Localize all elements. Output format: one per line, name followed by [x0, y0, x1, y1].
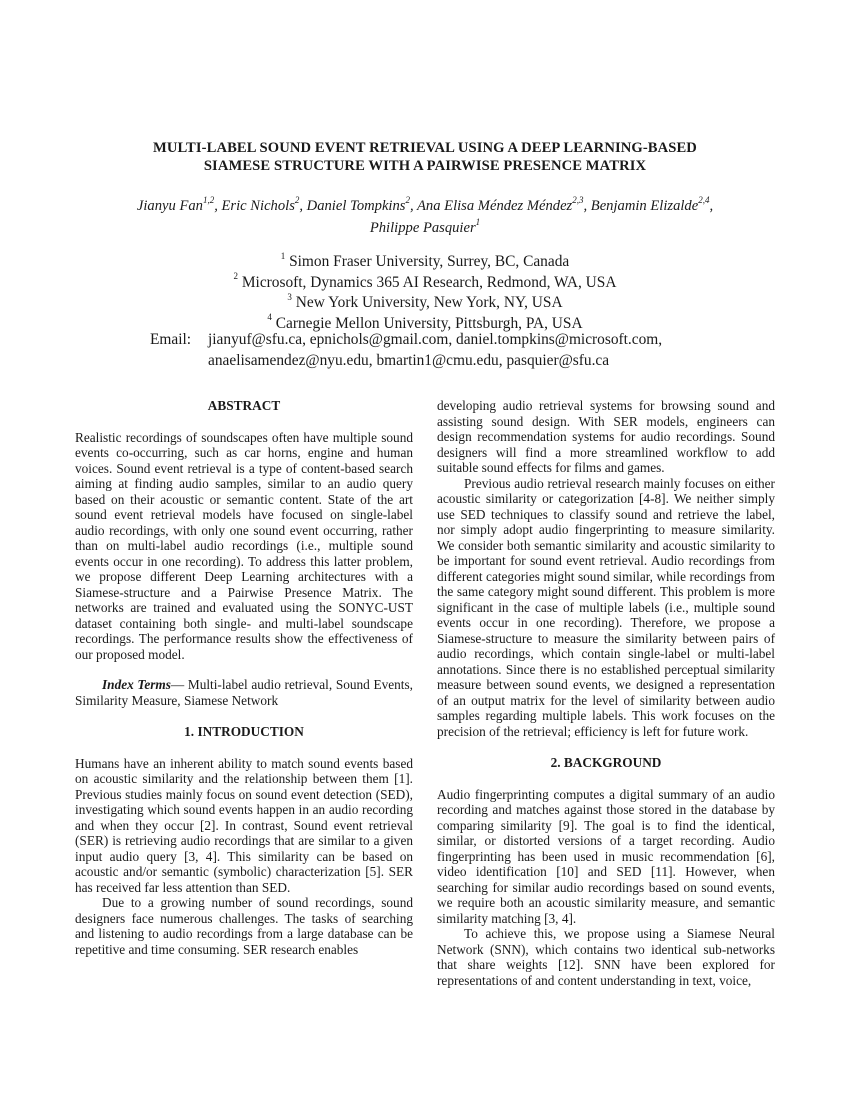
introduction-heading: 1. INTRODUCTION: [184, 724, 304, 739]
author-name: , Benjamin Elizalde: [583, 198, 699, 214]
email-addresses: anaelisamendez@nyu.edu, bmartin1@cmu.edu, pasquier@sfu.ca: [208, 351, 610, 369]
author-affil-mark: 2,4: [698, 195, 710, 206]
affiliation-mark: 4: [267, 312, 272, 323]
right-paragraph-2: Previous audio retrieval research mainly focuses on either acoustic similarity or categorization [4-8]. We neither simply use SED techniques to classify sound and retrieve the label, nor simply adopt audio fingerprinting to measure similarity. We consider both semantic similarity and acoustic similarity to be important for sound event retrieval. Audio recordings from different categories might sound similar, while recordings from the same category might sound different. This problem is more significant in the case of multiple labels (i.e., multiple sound events occur in one recording). Therefore, we propose a Siamese-structure to measure the similarity between pairs of audio recordings, which contain single-label or multi-label annotations. Since there is no established perceptual similarity measure between sound events, we designed a representation of an output matrix for the level of similarity between audio samples regarding multiple labels. This work focuses on the precision of the retrieval; efficiency is left for future work.: [437, 475, 775, 739]
email-row-1: [150, 330, 810, 351]
email-row-2: [150, 351, 810, 372]
title-line-2: SIAMESE STRUCTURE WITH A PAIRWISE PRESENCE MATRIX: [203, 158, 647, 174]
affiliation-text: Simon Fraser University, Surrey, BC, Canada: [285, 253, 570, 270]
affiliation-line: [40, 252, 810, 273]
background-paragraph-2: To achieve this, we propose using a Siamese Neural Network (SNN), which contains two identical sub-networks that share weights [12]. SNN have been explored for representations of and content understanding in text, voice,: [437, 926, 775, 988]
email-label: Email:: [150, 331, 192, 348]
background-paragraph-1: Audio fingerprinting computes a digital summary of an audio recording and matches against those stored in the database by comparing similarity [9]. The goal is to find the identical, similar, or distorted versions of a target recording. Audio fingerprinting has been used in music recommendation [6], video identification [10] and SED [11]. However, when searching for similar audio recordings based on sound events, we require both an acoustic similarity measure, and semantic similarity matching [3, 4].: [437, 786, 775, 926]
author-separator: ,: [709, 198, 714, 214]
intro-paragraph-2: Due to a growing number of sound recordings, sound designers face numerous challenges. The tasks of searching and listening to audio recordings from a large database can be repetitive and time consuming. SER research enables: [75, 895, 413, 957]
author-name: Philippe Pasquier: [369, 220, 476, 236]
affiliation-text: Carnegie Mellon University, Pittsburgh, PA, USA: [271, 314, 583, 332]
author-name: , Eric Nichols: [214, 198, 295, 214]
index-terms-text: — Multi-label audio retrieval, Sound Events, Similarity Measure, Siamese Network: [75, 677, 413, 708]
author-name: , Ana Elisa Méndez Méndez: [409, 198, 573, 214]
abstract-text: Realistic recordings of soundscapes often have multiple sound events co-occurring, such as car horns, engine and human voices. Sound event retrieval is a type of content-based search aiming at finding audio samples, similar to an audio query based on their acoustic or semantic content. State of the art sound event retrieval models have focused on single-label audio recordings, with only one sound event occurring, rather than on multi-label audio recordings (i.e., multiple sound events occur in one recording). To address this latter problem, we propose different Deep Learning architectures with a Siamese-structure and a Pairwise Presence Matrix. The networks are trained and evaluated using the SONYC-UST dataset containing both single- and multi-label soundscape recordings. The performance results show the effectiveness of our proposed model.: [75, 429, 413, 662]
author-affil-mark: 2: [405, 195, 410, 206]
affiliation-line: [40, 273, 810, 294]
affiliation-line: [40, 293, 810, 314]
email-block: [150, 330, 810, 371]
affiliation-text: New York University, New York, NY, USA: [291, 294, 563, 311]
affiliation-mark: 2: [233, 271, 239, 282]
background-heading: 2. BACKGROUND: [550, 755, 662, 770]
index-terms: [75, 677, 413, 708]
author-name: Jianyu Fan: [136, 198, 203, 214]
author-name: , Daniel Tompkins: [299, 198, 406, 214]
affiliation-text: Microsoft, Dynamics 365 AI Research, Redmond, WA, USA: [238, 273, 617, 291]
index-terms-label: Index Terms: [102, 677, 171, 692]
affiliation-mark: 1: [280, 250, 286, 261]
author-line-2: [40, 217, 810, 239]
paper-title: [40, 139, 810, 175]
affiliation-mark: 3: [287, 291, 292, 302]
left-column: [75, 398, 413, 957]
author-line-1: [40, 195, 810, 217]
author-affil-mark: 1: [475, 217, 481, 228]
author-list: [40, 195, 810, 239]
affiliation-list: [40, 252, 810, 334]
email-addresses: jianyuf@sfu.ca, epnichols@gmail.com, daniel.tompkins@microsoft.com,: [208, 331, 663, 348]
abstract-heading: ABSTRACT: [207, 398, 281, 413]
author-affil-mark: 1,2: [202, 195, 215, 206]
author-affil-mark: 2: [294, 195, 300, 206]
right-paragraph-1: developing audio retrieval systems for browsing sound and assisting sound design. With SER models, engineers can design recommendation systems for audio recordings. Sound designers will find a more streamlined workflow to add suitable sound effects for films and games.: [437, 398, 775, 475]
right-column: [437, 398, 775, 988]
intro-paragraph-1: Humans have an inherent ability to match sound events based on acoustic similarity and the relationship between them [1]. Previous studies mainly focus on sound event detection (SED), investigating which sound events happen in an audio recording and when they occur [2]. In contrast, Sound event retrieval (SER) is retrieving audio recordings that are similar to a given input audio query [3, 4]. This similarity can be based on acoustic and/or semantic (symbolic) characterization [5]. SER has received far less attention than SED.: [75, 755, 413, 895]
title-line-1: MULTI-LABEL SOUND EVENT RETRIEVAL USING A DEEP LEARNING-BASED: [153, 140, 697, 156]
author-affil-mark: 2,3: [572, 195, 584, 206]
